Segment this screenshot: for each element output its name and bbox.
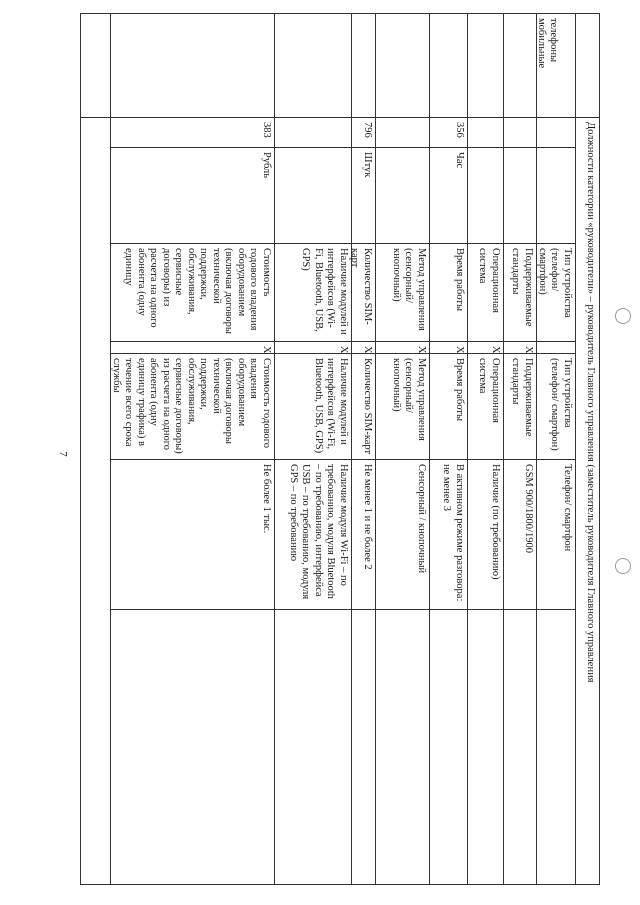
- unit-cell: Рубль: [111, 148, 274, 244]
- mark-cell: [537, 342, 575, 354]
- param-cell: Стоимость годового владения оборудованием (включая договоры технической поддержки, обслуживания, сервисные договоры) из расчета на одного абонента (одну единицу: [111, 244, 274, 342]
- param2-cell: Стоимость годового владения оборудованием (включая договоры технической поддержки, обслуживания, сервисные договоры) из расчета на одного абонента (одну единицу трафика) в течение всего срока службы: [111, 354, 274, 460]
- mark-cell: X: [275, 342, 351, 354]
- param2-cell: Наличие модулей и интерфейсов (Wi-Fi, Bluetooth, USB, GPS): [275, 354, 351, 460]
- empty-cell: [537, 610, 575, 886]
- mark-cell: X: [111, 342, 274, 354]
- page-number: 7: [56, 451, 69, 457]
- table-row: [375, 14, 429, 884]
- empty-cell: [376, 610, 429, 886]
- table-row: [467, 14, 503, 884]
- unit-cell: [504, 148, 536, 244]
- code-cell: 383: [111, 118, 274, 148]
- param-cell: Операционная система: [468, 244, 503, 342]
- mark-cell: X: [352, 342, 375, 354]
- param-cell: Наличие модулей и интерфейсов (Wi-Fi, Bluetooth, USB, GPS): [275, 244, 351, 342]
- code-cell: 796: [352, 118, 375, 148]
- value-cell: Не более 1 тыс.: [111, 460, 274, 610]
- empty-cell: [352, 610, 375, 886]
- value-cell: Не менее 1 и не более 2: [352, 460, 375, 610]
- empty-cell: [504, 610, 536, 886]
- code-cell: [376, 118, 429, 148]
- mark-cell: X: [376, 342, 429, 354]
- unit-cell: [275, 148, 351, 244]
- param2-cell: Количество SIM-карт: [352, 354, 375, 460]
- table-row: [110, 14, 274, 884]
- value-cell: Сенсорный / кнопочный: [376, 460, 429, 610]
- table-row: [429, 14, 467, 884]
- unit-cell: [376, 148, 429, 244]
- value-cell: Наличие модуля Wi-Fi – по требованию, модуля Bluetooth – по требованию, интерфейса USB – по требованию, модуля GPS – по требованию: [275, 460, 351, 610]
- param-cell: Количество SIM-карт: [352, 244, 375, 342]
- code-cell: [537, 118, 575, 148]
- category-heading: Должности категории «руководители» – руководитель Главного управления (заместитель руководителя Главного управления: [585, 122, 596, 683]
- param2-cell: Операционная система: [468, 354, 503, 460]
- empty-cell: [468, 610, 503, 886]
- empty-cell: [576, 14, 599, 118]
- empty-cell: [275, 610, 351, 886]
- param-cell: Поддерживаемые стандарты: [504, 244, 536, 342]
- code-cell: [468, 118, 503, 148]
- param-cell: Тип устройства (телефон/смартфон): [537, 244, 575, 342]
- punch-hole: [615, 308, 631, 324]
- table-row: [503, 14, 536, 884]
- param2-cell: Поддерживаемые стандарты: [504, 354, 536, 460]
- param-cell: Метод управления (сенсорный/ кнопочный): [376, 244, 429, 342]
- param-cell: Время работы: [430, 244, 467, 342]
- unit-cell: [537, 148, 575, 244]
- table-header-row: [575, 14, 599, 884]
- table-row: [274, 14, 351, 884]
- unit-cell: Штук: [352, 148, 375, 244]
- mark-cell: X: [468, 342, 503, 354]
- code-cell: 356: [430, 118, 467, 148]
- param2-cell: Время работы: [430, 354, 467, 460]
- mark-cell: X: [504, 342, 536, 354]
- code-cell: [275, 118, 351, 148]
- empty-cell: [430, 610, 467, 886]
- punch-hole: [615, 558, 631, 574]
- value-cell: Телефон/ смартфон: [537, 460, 575, 610]
- param2-cell: Метод управления (сенсорный/ кнопочный): [376, 354, 429, 460]
- code-cell: [504, 118, 536, 148]
- value-cell: В активном режиме разговора: не менее 3: [430, 460, 467, 610]
- value-cell: Наличие (по требованию): [468, 460, 503, 610]
- table-row: [351, 14, 375, 884]
- spec-table: [80, 13, 600, 885]
- param2-cell: Тип устройства (телефон/ смартфон): [537, 354, 575, 460]
- unit-cell: [468, 148, 503, 244]
- item-name-cell: [81, 14, 575, 118]
- value-cell: GSM 900/1800/1900: [504, 460, 536, 610]
- unit-cell: Час: [430, 148, 467, 244]
- rotated-page: [80, 13, 600, 885]
- table-row: [536, 14, 575, 884]
- item-name: телефоны мобильные: [536, 18, 560, 69]
- mark-cell: X: [430, 342, 467, 354]
- empty-cell: [111, 610, 274, 886]
